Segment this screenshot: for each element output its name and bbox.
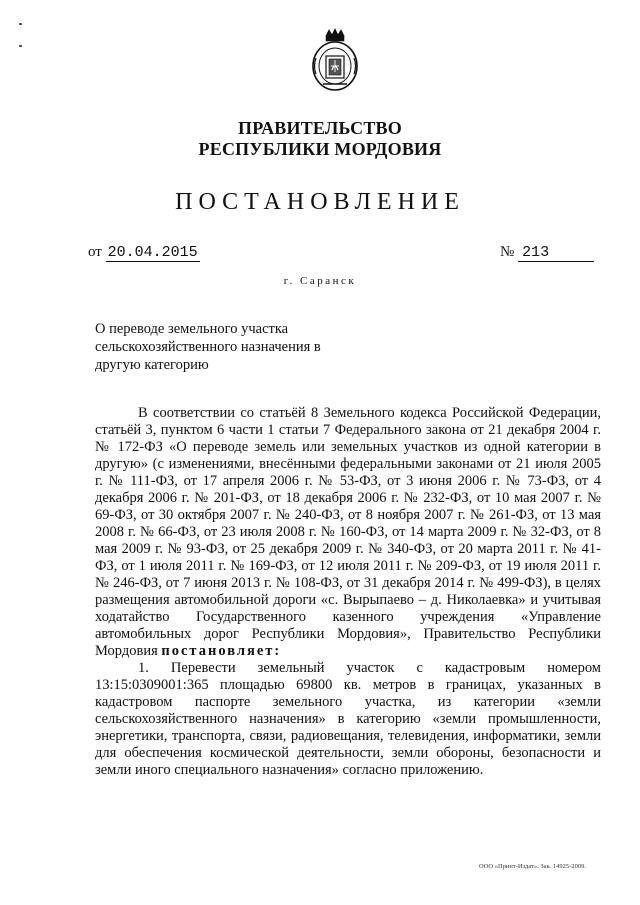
decree-word: постановляет:: [161, 643, 282, 659]
document-type-title: ПОСТАНОВЛЕНИЕ: [175, 189, 465, 215]
number-field: [500, 244, 594, 262]
scan-speck: [19, 45, 22, 47]
date-prefix: от: [88, 244, 102, 260]
document-subject: О переводе земельного участка сельскохозяйственного назначения в другую категорию: [95, 321, 321, 373]
preamble-paragraph: [95, 405, 601, 660]
government-name-line1: ПРАВИТЕЛЬСТВО: [238, 118, 402, 138]
date-value: 20.04.2015: [107, 244, 198, 261]
number-value: 213: [518, 244, 594, 262]
preamble-text: В соответствии со статьёй 8 Земельного кодекса Российской Федерации, статьёй 3, пунктом 6 части 1 статьи 7 Федерального закона от 21 декабря 2004 г. № 172-ФЗ «О переводе земель или земельных участков из одной категории в другую» (с изменениями, внесёнными федеральными законами от 21 июля 2005 г. № 111-ФЗ, от 17 апреля 2006 г. № 53-ФЗ, от 3 июня 2006 г. № 73-ФЗ, от 4 декабря 2006 г. № 201-ФЗ, от 18 декабря 2006 г. № 232-ФЗ, от 10 мая 2007 г. № 69-ФЗ, от 30 октября 2007 г. № 240-ФЗ, от 8 ноября 2007 г. № 261-ФЗ, от 13 мая 2008 г. № 66-ФЗ, от 23 июля 2008 г. № 160-ФЗ, от 14 марта 2009 г. № 32-ФЗ, от 8 мая 2009 г. № 93-ФЗ, от 25 декабря 2009 г. № 340-ФЗ, от 20 марта 2011 г. № 41-ФЗ, от 1 июля 2011 г. № 169-ФЗ, от 12 июля 2011 г. № 209-ФЗ, от 19 июля 2011 г. № 246-ФЗ, от 7 июня 2013 г. № 108-ФЗ, от 31 декабря 2014 г. № 499-ФЗ), в целях размещения автомобильной дороги «с. Вырыпаево – д. Николаевка» и учитывая ходатайство Государственного казенного учреждения «Управление автомобильных дорог Республики Мордовия», Правительство Республики Мордовия: [95, 405, 601, 659]
date-field: [88, 244, 200, 262]
coat-of-arms-emblem: [309, 28, 361, 94]
government-name-line2: РЕСПУБЛИКИ МОРДОВИЯ: [198, 139, 442, 159]
printer-footer: ООО «Принт-Издат». Зак. 14925-2009.: [479, 863, 586, 870]
item-1-paragraph: 1. Перевести земельный участок с кадастровым номером 13:15:0309001:365 площадью 69800 кв. метров в границах, указанных в кадастровом паспорте земельного участка, из категории «земли сельскохозяйственного назначения» в категорию «земли промышленности, энергетики, транспорта, связи, радиовещания, телевидения, информатики, земли для обеспечения космической деятельности, земли обороны, безопасности и земли иного специального назначения» согласно приложению.: [95, 660, 601, 778]
number-prefix: №: [500, 244, 515, 260]
city-line: г. Саранск: [283, 275, 357, 287]
scan-speck: [19, 23, 22, 25]
document-body: [95, 405, 601, 779]
